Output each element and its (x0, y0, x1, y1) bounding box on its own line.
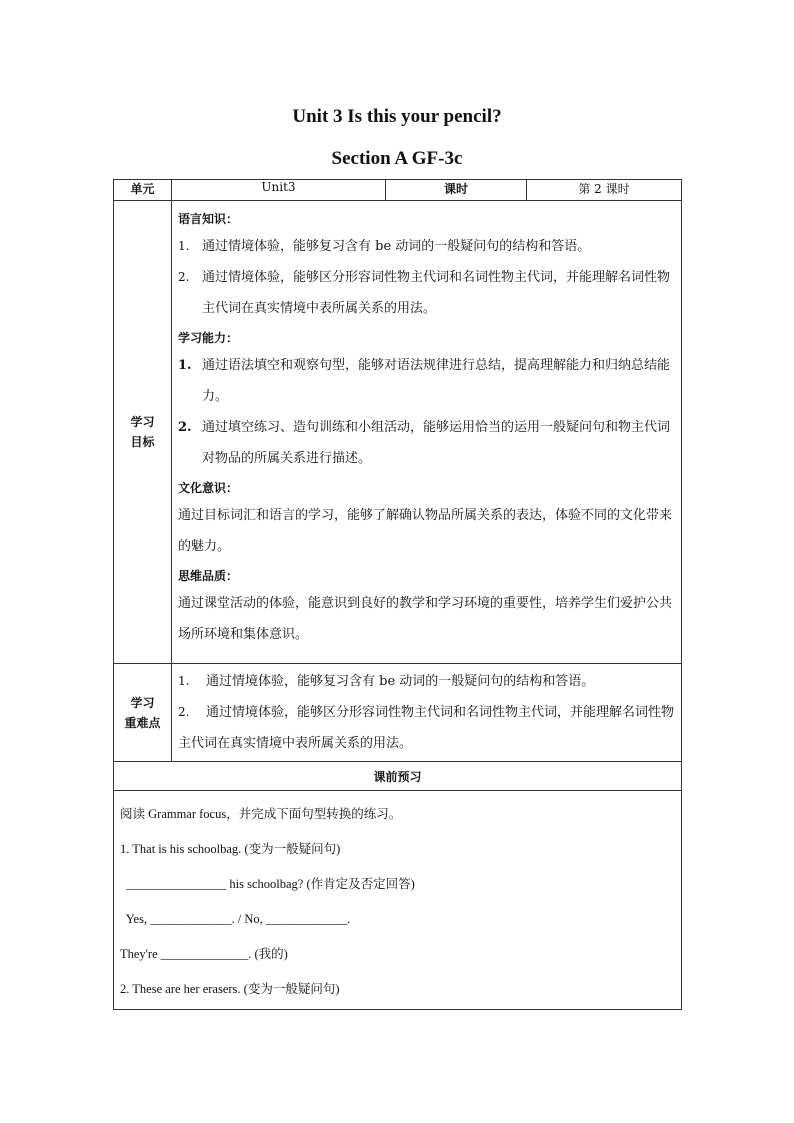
list-item: 1. 通过语法填空和观察句型，能够对语法规律进行总结，提高理解能力和归纳总结能力。 (178, 358, 671, 404)
list-item: 2. 通过情境体验，能够区分形容词性物主代词和名词性物主代词，并能理解名词性物主代词在真实情境中表所属关系的用法。 (178, 705, 675, 751)
key-points-row (114, 664, 682, 762)
objectives-label: 学习 目标 (114, 201, 172, 664)
period-value: 第 2 课时 (527, 180, 682, 201)
exercise-line: 1. That is his schoolbag. (变为一般疑问句) (120, 842, 341, 856)
exercise-blank-line: They're ______________. (我的) (120, 947, 288, 961)
period-label: 课时 (386, 180, 527, 201)
header-row (114, 180, 682, 201)
unit-value: Unit3 (172, 180, 386, 201)
exercise-blank-line: ________________ his schoolbag? (作肯定及否定回答) (120, 877, 415, 891)
document-title: Unit 3 Is this your pencil? (292, 106, 502, 127)
preview-instruction: 阅读 Grammar focus，并完成下面句型转换的练习。 (120, 807, 402, 821)
thinking-quality-text: 通过课堂活动的体验，能意识到良好的教学和学习环境的重要性，培养学生们爱护公共场所环境和集体意识。 (178, 596, 673, 642)
list-item: 2. 通过填空练习、造句训练和小组活动，能够运用恰当的运用一般疑问句和物主代词对物品的所属关系进行描述。 (178, 420, 671, 466)
list-item: 1. 通过情境体验，能够复习含有 be 动词的一般疑问句的结构和答语。 (178, 674, 595, 689)
key-points-content (172, 664, 682, 762)
preview-title: 课前预习 (114, 762, 682, 791)
lesson-plan-table (113, 179, 682, 1010)
cultural-awareness-heading: 文化意识： (178, 481, 239, 495)
language-knowledge-heading: 语言知识： (178, 212, 239, 226)
learning-ability-heading: 学习能力： (178, 331, 239, 345)
exercise-blank-line: Yes, _____________. / No, _____________. (120, 912, 351, 926)
key-points-label: 学习 重难点 (114, 664, 172, 762)
objectives-content (172, 201, 682, 664)
preview-header-row (114, 762, 682, 791)
unit-label: 单元 (114, 180, 172, 201)
objectives-row (114, 201, 682, 664)
cultural-awareness-text: 通过目标词汇和语言的学习，能够了解确认物品所属关系的表达，体验不同的文化带来的魅力。 (178, 508, 673, 554)
list-item: 2. 通过情境体验，能够区分形容词性物主代词和名词性物主代词，并能理解名词性物主代词在真实情境中表所属关系的用法。 (178, 270, 671, 316)
document-subtitle: Section A GF-3c (331, 148, 463, 169)
preview-content (114, 791, 682, 1010)
thinking-quality-heading: 思维品质： (178, 569, 239, 583)
preview-row (114, 791, 682, 1010)
list-item: 1. 通过情境体验，能够复习含有 be 动词的一般疑问句的结构和答语。 (178, 239, 591, 254)
exercise-line: 2. These are her erasers. (变为一般疑问句) (120, 982, 340, 996)
